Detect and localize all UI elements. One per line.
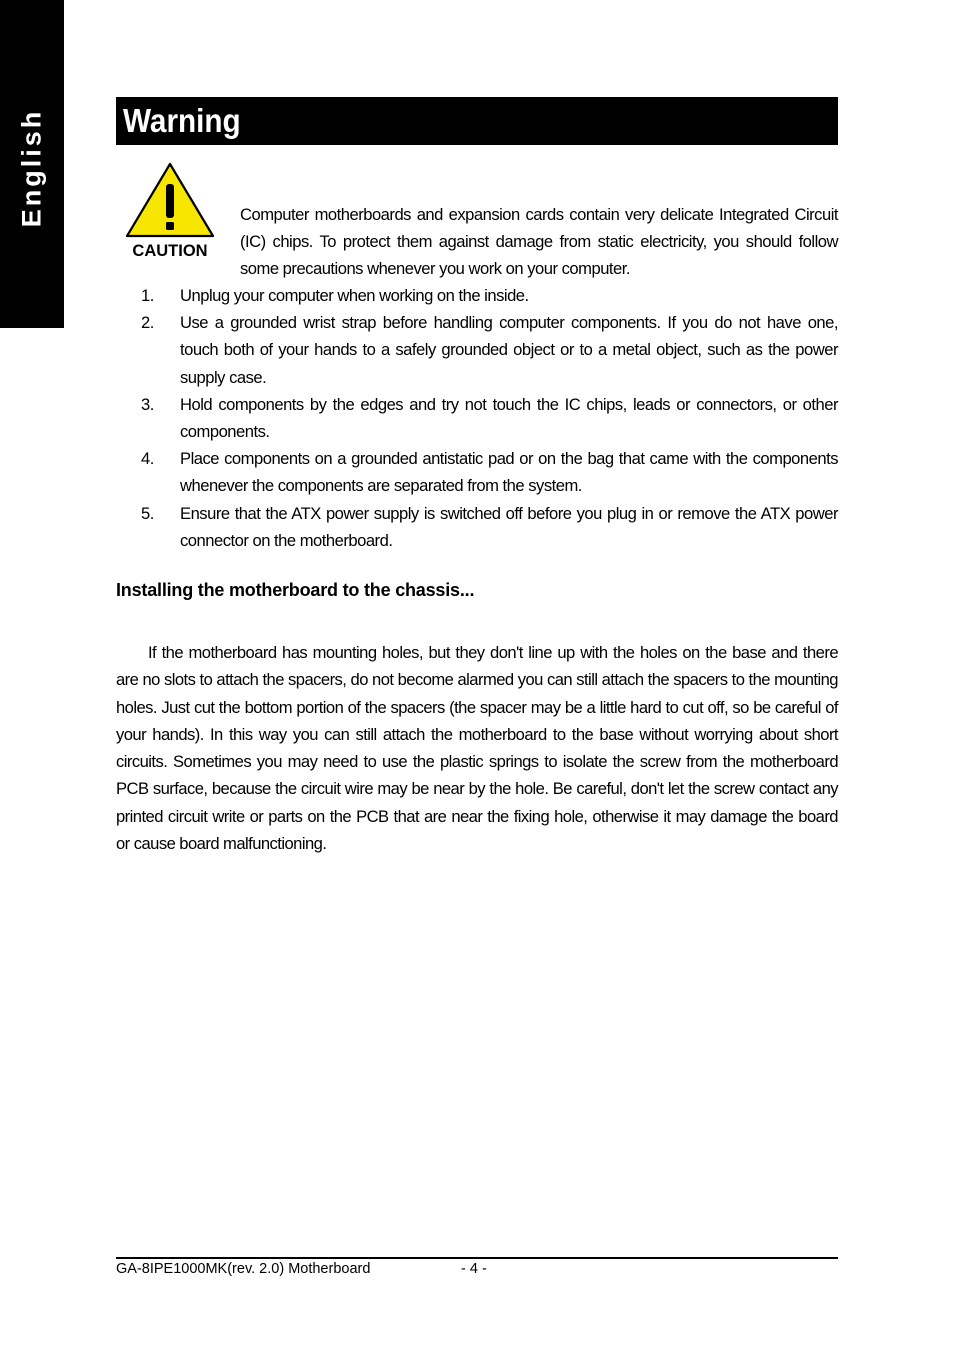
- list-item: [116, 500, 838, 554]
- list-item-text: Hold components by the edges and try not touch the IC chips, leads or connectors, or other components.: [180, 394, 838, 442]
- body-paragraph: If the motherboard has mounting holes, but they don't line up with the holes on the base and there are no slots to attach the spacers, do not become alarmed you can still attach the spacers to the mounting holes. Just cut the bottom portion of the spacers (the spacer may be a little hard to cut off, so be careful of your hands). In this way you can still attach the motherboard to the base without worrying about short circuits. Sometimes you may need to use the plastic springs to isolate the screw from the motherboard PCB surface, because the circuit wire may be near by the hole. Be careful, don't let the screw contact any printed circuit write or parts on the PCB that are near the fixing hole, otherwise it may damage the board or cause board malfunctioning.: [116, 643, 838, 854]
- list-item-text: Ensure that the ATX power supply is switched off before you plug in or remove the ATX power connector on the motherboard.: [180, 503, 838, 550]
- intro-paragraph: Computer motherboards and expansion cards contain very delicate Integrated Circuit (IC) chips. To protect them against damage from static electricity, you should follow some precautions whenever you work on your computer.: [240, 205, 838, 279]
- list-item-text: Unplug your computer when working on the inside.: [180, 286, 529, 305]
- list-item-number: 2.: [141, 313, 154, 333]
- section-heading: Installing the motherboard to the chassis...: [116, 580, 475, 600]
- page-title: Warning: [123, 102, 241, 139]
- list-item-number: 5.: [141, 503, 154, 523]
- list-item-number: 4.: [141, 449, 154, 469]
- language-label: English: [16, 108, 47, 228]
- list-item: [116, 445, 838, 499]
- list-item: [116, 309, 838, 391]
- list-item-number: 1.: [141, 286, 154, 305]
- list-item-text: Place components on a grounded antistatic pad or on the bag that came with the components whenever the components are separated from the system.: [180, 449, 838, 496]
- precaution-list: [116, 282, 838, 554]
- list-item-text: Use a grounded wrist strap before handling computer components. If you do not have one, touch both of your hands to a safely grounded object or to a metal object, such as the power supply case.: [180, 313, 838, 387]
- caution-label: CAUTION: [132, 242, 208, 260]
- list-item-number: 3.: [141, 394, 154, 414]
- caution-icon: [124, 160, 216, 260]
- list-item: [116, 282, 838, 309]
- caution-triangle-icon: [124, 160, 216, 260]
- language-side-tab: [0, 0, 64, 328]
- footer-model-name: GA-8IPE1000MK(rev. 2.0) Motherboard: [116, 1261, 371, 1277]
- list-item: [116, 391, 838, 445]
- section-title-bar: [116, 97, 838, 145]
- page-number: - 4 -: [461, 1261, 487, 1277]
